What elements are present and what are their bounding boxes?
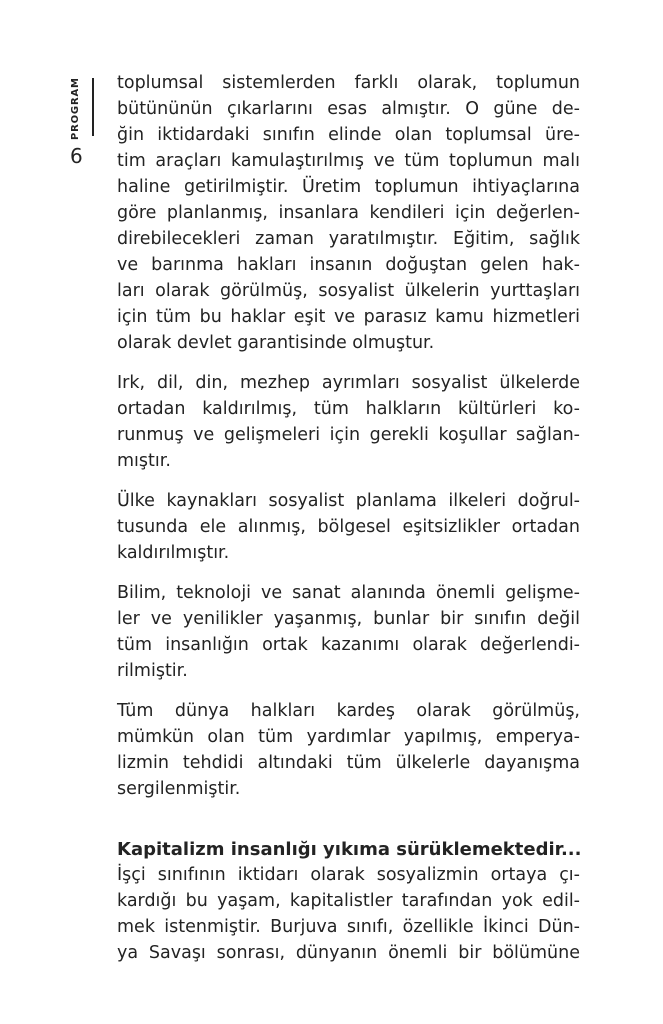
text-line: Bilim, teknoloji ve sanat alanında önemli gelişme- bbox=[117, 583, 580, 603]
text-line: kardığı bu yaşam, kapitalistler tarafından yok edil- bbox=[117, 891, 580, 911]
paragraph-4 bbox=[117, 580, 580, 684]
text-line: direbilecekleri zaman yaratılmıştır. Eğitim, sağlık bbox=[117, 229, 580, 249]
text-line: tüm insanlığın ortak kazanımı olarak değerlendi- bbox=[117, 635, 580, 655]
text-line: Tüm dünya halkları kardeş olarak görülmüş, bbox=[117, 701, 580, 721]
page-number: 6 bbox=[70, 144, 83, 168]
text-line: tusunda ele alınmış, bölgesel eşitsizlikler ortadan bbox=[117, 517, 580, 537]
text-line: ortadan kaldırılmış, tüm halkların kültürleri ko- bbox=[117, 399, 580, 419]
text-line: lizmin tehdidi altındaki tüm ülkelerle dayanışma bbox=[117, 753, 580, 773]
paragraph-5 bbox=[117, 698, 580, 802]
paragraph-3 bbox=[117, 488, 580, 566]
text-line: mek istenmiştir. Burjuva sınıfı, özellikle İkinci Dün- bbox=[117, 917, 580, 937]
text-line: ğin iktidardaki sınıfın elinde olan toplumsal üre- bbox=[117, 125, 580, 145]
text-line: İşçi sınıfının iktidarı olarak sosyalizmin ortaya çı- bbox=[117, 865, 580, 885]
paragraph-2 bbox=[117, 370, 580, 474]
text-line: tim araçları kamulaştırılmış ve tüm toplumun malı bbox=[117, 151, 580, 171]
paragraph-1 bbox=[117, 70, 580, 356]
text-line: toplumsal sistemlerden farklı olarak, toplumun bbox=[117, 73, 580, 93]
section-heading: Kapitalizm insanlığı yıkıma sürüklemektedir... bbox=[117, 839, 582, 860]
text-line: mümkün olan tüm yardımlar yapılmış, emperya- bbox=[117, 727, 580, 747]
text-line: ları olarak görülmüş, sosyalist ülkelerin yurttaşları bbox=[117, 281, 580, 301]
sidebar-divider bbox=[92, 78, 94, 136]
text-line: ve barınma hakları insanın doğuştan gelen hak- bbox=[117, 255, 580, 275]
text-line: kaldırılmıştır. bbox=[117, 543, 230, 563]
text-line: Ülke kaynakları sosyalist planlama ilkeleri doğrul- bbox=[117, 491, 580, 511]
text-line: olarak devlet garantisinde olmuştur. bbox=[117, 333, 435, 353]
text-line: rilmiştir. bbox=[117, 661, 188, 681]
text-line: göre planlanmış, insanlara kendileri için değerlen- bbox=[117, 203, 580, 223]
text-line: haline getirilmiştir. Üretim toplumun ihtiyaçlarına bbox=[117, 177, 580, 197]
text-line: ler ve yenilikler yaşanmış, bunlar bir sınıfın değil bbox=[117, 609, 580, 629]
text-line: runmuş ve gelişmeleri için gerekli koşullar sağlan- bbox=[117, 425, 580, 445]
text-line: mıştır. bbox=[117, 451, 171, 471]
section-paragraph bbox=[117, 862, 580, 966]
text-line: ya Savaşı sonrası, dünyanın önemli bir bölümüne bbox=[117, 943, 580, 963]
body-text bbox=[117, 70, 580, 980]
text-line: Irk, dil, din, mezhep ayrımları sosyalist ülkelerde bbox=[117, 373, 580, 393]
text-line: sergilenmiştir. bbox=[117, 779, 241, 799]
text-line: için tüm bu haklar eşit ve parasız kamu hizmetleri bbox=[117, 307, 580, 327]
text-line: bütününün çıkarlarını esas almıştır. O güne de- bbox=[117, 99, 580, 119]
section-label-text: PROGRAM bbox=[70, 77, 81, 140]
